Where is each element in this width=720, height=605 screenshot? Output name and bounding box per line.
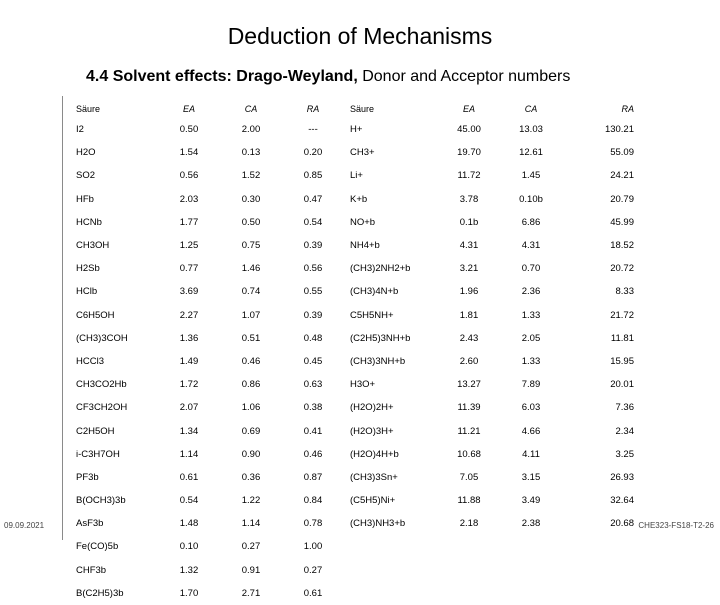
table-row [70,582,640,605]
right-ra-cell: 32.64 [610,495,634,507]
left-acid-cell: CHF3b [76,564,107,576]
left-acid-cell: AsF3b [76,518,104,530]
header-acid-right: Säure [350,104,375,114]
left-ea-cell: 1.34 [179,425,199,437]
right-ra-cell: 20.01 [610,379,634,391]
right-ra-cell: 24.21 [610,170,634,182]
left-ca-cell: 0.30 [241,193,261,205]
table-row [70,234,640,257]
left-ca-cell: 1.06 [241,402,261,414]
left-acid-cell: HCNb [76,216,102,228]
slide-subtitle [86,67,686,87]
right-ea-cell: 11.88 [457,495,481,507]
subtitle-rest: Donor and Acceptor numbers [357,68,571,85]
right-ra-cell: 8.33 [615,286,634,298]
right-acid-cell: NO+b [350,216,376,228]
right-acid-cell: H+ [350,124,363,136]
left-acid-cell: HCCl3 [76,355,104,367]
left-ra-cell: 0.39 [303,309,323,321]
right-ea-cell: 11.21 [457,425,481,437]
right-acid-cell: (CH3)3NH+b [350,355,406,367]
left-ea-cell: 1.14 [179,448,199,460]
right-acid-cell: (H2O)2H+ [350,402,394,414]
right-acid-cell: NH4+b [350,240,380,252]
left-ra-cell: 0.39 [303,240,323,252]
table-row [70,466,640,489]
left-ea-cell: 0.54 [179,495,199,507]
table-row [70,280,640,303]
footer-date: 09.09.2021 [4,521,45,530]
left-ea-cell: 1.36 [179,332,199,344]
right-ca-cell: 4.66 [521,425,541,437]
left-ea-cell: 0.77 [179,263,199,275]
table-row [70,141,640,164]
left-ca-cell: 1.14 [241,518,261,530]
left-acid-cell: CH3CO2Hb [76,379,127,391]
right-acid-cell: (CH3)3Sn+ [350,471,398,483]
left-ea-cell: 2.27 [179,309,199,321]
table-row [70,188,640,211]
right-ca-cell: 3.49 [521,495,541,507]
left-ra-cell: 1.00 [303,541,323,553]
left-ra-cell: 0.84 [303,495,323,507]
right-ra-cell: 130.21 [604,124,634,136]
table-row [70,164,640,187]
table-row [70,512,640,535]
left-ra-cell: 0.85 [303,170,323,182]
left-ra-cell: --- [308,124,318,136]
right-ca-cell: 1.33 [521,355,541,367]
left-ca-cell: 0.13 [241,147,261,159]
right-acid-cell: C5H5NH+ [350,309,394,321]
right-acid-cell [344,582,438,605]
left-ea-cell: 1.32 [179,564,199,576]
left-acid-cell: CH3OH [76,240,110,252]
right-ca-cell: 3.15 [521,471,541,483]
right-ea-cell: 1.81 [459,309,479,321]
left-ea-cell: 1.25 [179,240,199,252]
right-ca-cell: 12.61 [519,147,543,159]
left-ea-cell: 1.72 [179,379,199,391]
header-ea-left: EA [182,104,195,114]
right-ra-cell: 7.36 [615,402,634,414]
right-ea-cell: 1.96 [459,286,479,298]
header-ca-left: CA [244,104,258,114]
left-ca-cell: 0.46 [241,355,261,367]
right-acid-cell: Li+ [350,170,363,182]
right-ca-cell: 0.70 [521,263,541,275]
right-ca-cell: 0.10b [519,193,543,205]
right-ca-cell: 2.36 [521,286,541,298]
right-ea-cell: 2.18 [459,518,479,530]
left-acid-cell: C6H5OH [76,309,115,321]
left-ca-cell: 2.71 [241,587,261,599]
right-ea-cell: 3.78 [459,193,479,205]
right-acid-cell: (C5H5)Ni+ [350,495,396,507]
right-ca-cell: 4.11 [522,448,540,460]
right-ra-cell: 55.09 [610,147,634,159]
right-ea-cell: 0.1b [459,216,479,228]
left-acid-cell: SO2 [76,170,96,182]
left-acid-cell: B(C2H5)3b [76,587,124,599]
left-ra-cell: 0.87 [303,471,323,483]
right-ra-cell: 15.95 [610,355,634,367]
right-ra-cell: 11.81 [610,332,634,344]
table-row [70,350,640,373]
right-acid-cell: (CH3)4N+b [350,286,399,298]
right-ea-cell: 11.39 [457,402,481,414]
left-acid-cell: HClb [76,286,98,298]
left-ea-cell: 0.61 [179,471,199,483]
right-ea-cell: 3.21 [459,263,479,275]
header-acid-left: Säure [76,104,101,114]
left-ra-cell: 0.78 [303,518,323,530]
left-acid-cell: i-C3H7OH [76,448,120,460]
left-ra-cell: 0.55 [303,286,323,298]
table-row [70,304,640,327]
right-ra-cell: 26.93 [610,471,634,483]
left-ea-cell: 1.70 [179,587,199,599]
right-ca-cell: 2.38 [521,518,541,530]
header-ra-right: RA [621,104,634,114]
left-ra-cell: 0.45 [303,355,323,367]
left-ra-cell: 0.61 [303,587,323,599]
table-row [70,118,640,141]
left-acid-cell: Fe(CO)5b [76,541,119,553]
table-header-row [70,100,640,118]
left-ca-cell: 0.86 [241,379,261,391]
table-row [70,257,640,280]
left-ea-cell: 1.49 [179,355,199,367]
table-row [70,396,640,419]
right-ra-cell: 3.25 [615,448,634,460]
right-ea-cell: 13.27 [457,379,481,391]
right-ca-cell [500,559,562,582]
left-ra-cell: 0.27 [303,564,323,576]
left-ra-cell: 0.20 [303,147,323,159]
right-ca-cell: 7.89 [521,379,541,391]
right-ra-cell: 2.34 [615,425,634,437]
right-acid-cell: H3O+ [350,379,376,391]
table-row [70,559,640,582]
left-ca-cell: 0.36 [241,471,261,483]
vertical-divider [62,96,63,540]
left-ra-cell: 0.38 [303,402,323,414]
left-ea-cell: 0.10 [179,541,199,553]
left-ea-cell: 1.77 [179,216,199,228]
right-ca-cell: 6.03 [521,402,541,414]
left-acid-cell: (CH3)3COH [76,332,128,344]
left-acid-cell: H2O [76,147,96,159]
left-acid-cell: CF3CH2OH [76,402,128,414]
right-ra-cell: 21.72 [610,309,634,321]
right-ea-cell [438,559,500,582]
footer-course-code: CHE323-FS18-T2-26 [638,521,714,530]
right-ca-cell [500,582,562,605]
right-acid-cell: (H2O)3H+ [350,425,394,437]
left-ea-cell: 2.07 [179,402,199,414]
right-ra-cell [562,535,640,558]
left-ca-cell: 1.07 [241,309,261,321]
right-ea-cell: 10.68 [457,448,481,460]
table-row [70,535,640,558]
left-ra-cell: 0.47 [303,193,323,205]
right-ea-cell: 2.43 [459,332,479,344]
left-ca-cell: 1.52 [241,170,261,182]
right-ea-cell [438,582,500,605]
right-acid-cell: CH3+ [350,147,375,159]
right-ca-cell: 13.03 [519,124,543,136]
left-ca-cell: 0.69 [241,425,261,437]
slide-title: Deduction of Mechanisms [227,23,493,49]
left-acid-cell: I2 [76,124,84,136]
left-acid-cell: PF3b [76,471,99,483]
right-ea-cell [438,535,500,558]
left-ea-cell: 1.54 [179,147,199,159]
header-ca-right: CA [524,104,538,114]
right-ra-cell: 18.52 [610,240,634,252]
right-ca-cell: 4.31 [521,240,541,252]
left-ea-cell: 0.56 [179,170,199,182]
left-ca-cell: 1.22 [241,495,261,507]
right-ra-cell: 20.79 [610,193,634,205]
right-ea-cell: 11.72 [457,170,481,182]
right-ra-cell [562,559,640,582]
subtitle-bold: 4.4 Solvent effects: Drago-Weyland, [86,68,358,85]
header-ea-right: EA [462,104,475,114]
left-ea-cell: 3.69 [179,286,199,298]
right-ea-cell: 7.05 [459,471,479,483]
left-ra-cell: 0.48 [303,332,323,344]
right-acid-cell: (CH3)2NH2+b [350,263,411,275]
left-ra-cell: 0.46 [303,448,323,460]
left-ca-cell: 2.00 [241,124,261,136]
right-ra-cell: 20.72 [610,263,634,275]
left-acid-cell: H2Sb [76,263,100,275]
right-ra-cell: 45.99 [610,216,634,228]
right-acid-cell: (C2H5)3NH+b [350,332,411,344]
table-row [70,419,640,442]
right-ca-cell: 1.45 [521,170,541,182]
right-acid-cell: (CH3)NH3+b [350,518,406,530]
left-ca-cell: 0.90 [241,448,261,460]
left-ca-cell: 0.91 [241,564,261,576]
left-ea-cell: 2.03 [179,193,199,205]
right-ea-cell: 4.31 [459,240,479,252]
left-ra-cell: 0.56 [303,263,323,275]
right-ea-cell: 19.70 [457,147,481,159]
table-row [70,373,640,396]
left-ea-cell: 1.48 [179,518,199,530]
right-ra-cell [562,582,640,605]
left-acid-cell: HFb [76,193,94,205]
table-row [70,327,640,350]
left-ra-cell: 0.63 [303,379,323,391]
left-acid-cell: C2H5OH [76,425,115,437]
acid-parameter-table [70,100,640,605]
right-ca-cell: 6.86 [521,216,541,228]
left-ca-cell: 0.27 [241,541,261,553]
left-ea-cell: 0.50 [179,124,199,136]
left-ra-cell: 0.54 [303,216,323,228]
right-ca-cell [500,535,562,558]
right-ca-cell: 2.05 [521,332,541,344]
left-acid-cell: B(OCH3)3b [76,495,126,507]
left-ca-cell: 1.46 [241,263,261,275]
table-row [70,443,640,466]
right-ea-cell: 45.00 [457,124,481,136]
right-ca-cell: 1.33 [521,309,541,321]
table-row [70,489,640,512]
right-acid-cell [344,559,438,582]
right-ra-cell: 20.68 [610,518,634,530]
header-ra-left: RA [306,104,320,114]
left-ra-cell: 0.41 [303,425,323,437]
right-ea-cell: 2.60 [459,355,479,367]
left-ca-cell: 0.74 [241,286,261,298]
right-acid-cell: (H2O)4H+b [350,448,399,460]
left-ca-cell: 0.50 [241,216,261,228]
left-ca-cell: 0.75 [241,240,261,252]
left-ca-cell: 0.51 [241,332,261,344]
right-acid-cell: K+b [350,193,368,205]
table-row [70,211,640,234]
right-acid-cell [344,535,438,558]
